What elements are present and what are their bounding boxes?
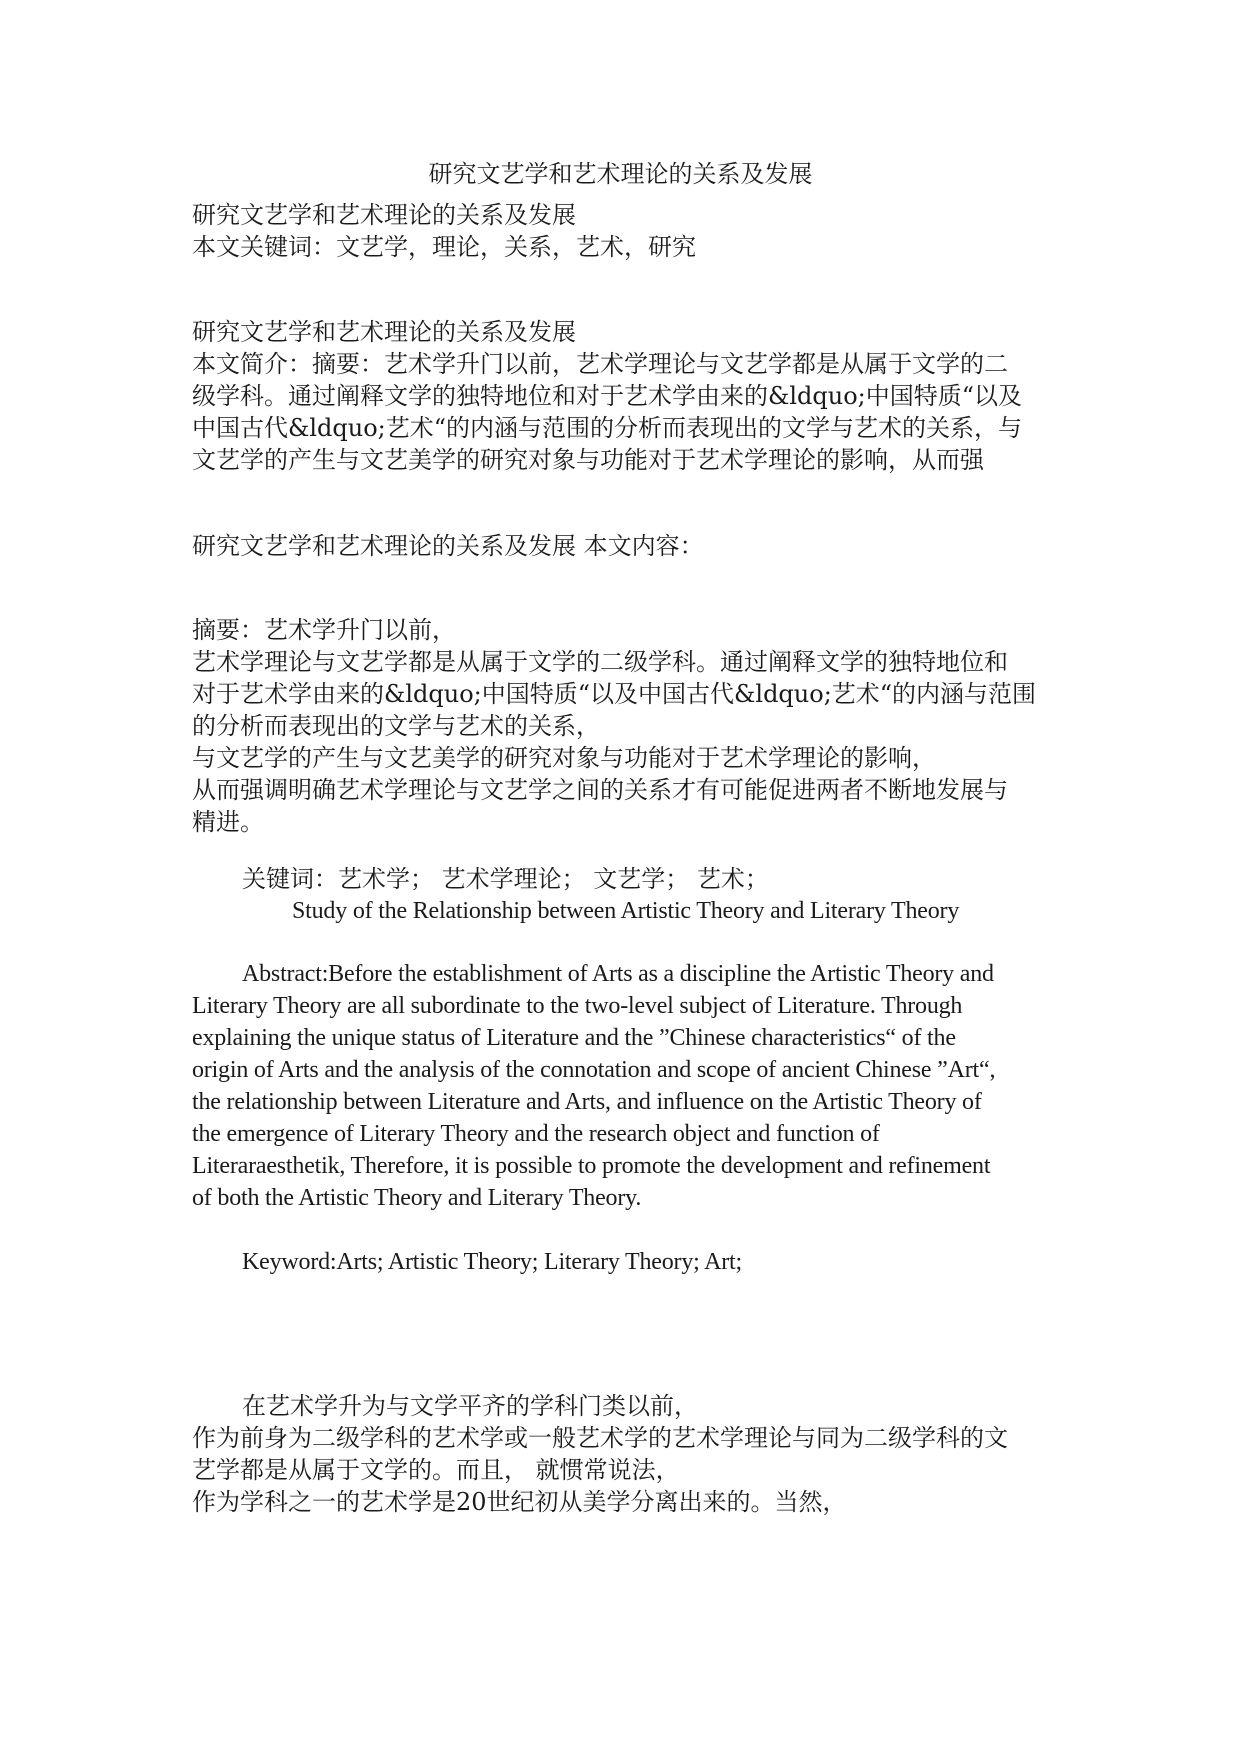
abstract-en-line: the relationship between Literature and Arts, and influence on the Artistic Theory of <box>192 1089 982 1115</box>
content-heading: 研究文艺学和艺术理论的关系及发展 本文内容： <box>192 532 704 560</box>
document-title: 研究文艺学和艺术理论的关系及发展 <box>428 160 813 188</box>
abstract-en-line: of both the Artistic Theory and Literary Theory. <box>192 1185 642 1211</box>
abstract-cn-line: 对于艺术学由来的&ldquo;中国特质“以及中国古代&ldquo;艺术“的内涵与范围 <box>192 680 1037 708</box>
body-line: 在艺术学升为与文学平齐的学科门类以前， <box>242 1392 698 1420</box>
keywords-cn: 关键词：艺术学； 艺术学理论； 文艺学； 艺术； <box>242 865 769 893</box>
intro-title-line: 研究文艺学和艺术理论的关系及发展 <box>192 318 576 346</box>
abstract-en-line: the emergence of Literary Theory and the research object and function of <box>192 1121 880 1147</box>
abstract-cn-line: 精进。 <box>192 808 264 836</box>
body-line: 作为学科之一的艺术学是20世纪初从美学分离出来的。当然， <box>192 1488 847 1516</box>
abstract-cn-line: 的分析而表现出的文学与艺术的关系， <box>192 712 600 740</box>
english-title: Study of the Relationship between Artistic Theory and Literary Theory <box>292 898 960 924</box>
abstract-cn-line: 艺术学理论与文艺学都是从属于文学的二级学科。通过阐释文学的独特地位和 <box>192 648 1008 676</box>
header-keywords-line: 本文关键词：文艺学，理论，关系，艺术，研究 <box>192 233 696 261</box>
body-line: 艺学都是从属于文学的。而且， 就惯常说法， <box>192 1456 680 1484</box>
abstract-en-line: Abstract:Before the establishment of Arts as a discipline the Artistic Theory and <box>242 961 994 987</box>
abstract-en-line: origin of Arts and the analysis of the connotation and scope of ancient Chinese ”Art“, <box>192 1057 996 1083</box>
intro-line: 中国古代&ldquo;艺术“的内涵与范围的分析而表现出的文学与艺术的关系，与 <box>192 414 1023 442</box>
intro-line: 文艺学的产生与文艺美学的研究对象与功能对于艺术学理论的影响，从而强 <box>192 446 984 474</box>
abstract-en-line: Literary Theory are all subordinate to the two-level subject of Literature. Through <box>192 993 963 1019</box>
abstract-cn-line: 从而强调明确艺术学理论与文艺学之间的关系才有可能促进两者不断地发展与 <box>192 776 1008 804</box>
abstract-en-line: Literaraesthetik, Therefore, it is possible to promote the development and refinement <box>192 1153 991 1179</box>
intro-line: 级学科。通过阐释文学的独特地位和对于艺术学由来的&ldquo;中国特质“以及 <box>192 382 1023 410</box>
keywords-en: Keyword:Arts; Artistic Theory; Literary Theory; Art; <box>242 1249 742 1275</box>
intro-line: 本文简介：摘要：艺术学升门以前，艺术学理论与文艺学都是从属于文学的二 <box>192 350 1008 378</box>
body-line: 作为前身为二级学科的艺术学或一般艺术学的艺术学理论与同为二级学科的文 <box>192 1424 1008 1452</box>
abstract-en-line: explaining the unique status of Literature and the ”Chinese characteristics“ of the <box>192 1025 956 1051</box>
header-title-line: 研究文艺学和艺术理论的关系及发展 <box>192 201 576 229</box>
abstract-cn-line: 摘要：艺术学升门以前， <box>192 616 456 644</box>
abstract-cn-line: 与文艺学的产生与文艺美学的研究对象与功能对于艺术学理论的影响， <box>192 744 936 772</box>
